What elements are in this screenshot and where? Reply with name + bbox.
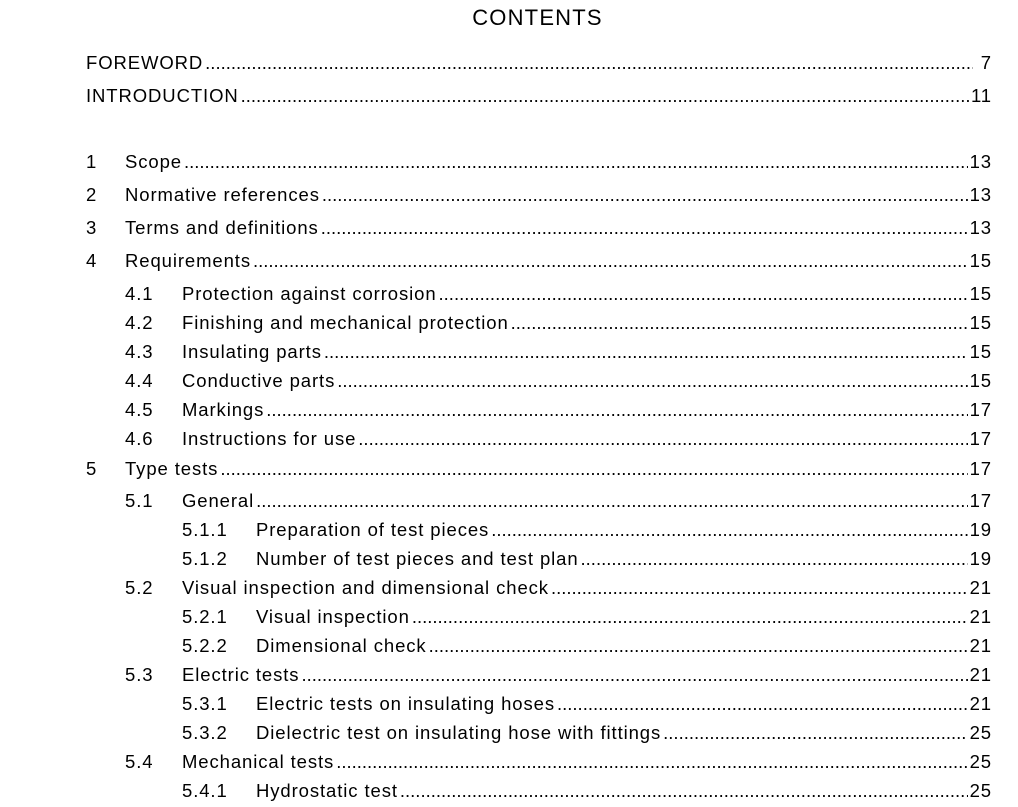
toc-entry-number: 5.2 [125,577,154,598]
toc-entry-title: General [182,490,255,511]
toc-entry-page-number: 21 [969,664,992,685]
toc-entry-number: 5.1.2 [182,548,228,569]
toc-entry-page-number: 15 [969,341,992,362]
toc-entry-number: 5.3.2 [182,722,228,743]
dot-leader [511,311,968,335]
toc-entry-title: Mechanical tests [182,751,335,772]
toc-entry-title: Finishing and mechanical protection [182,312,509,333]
toc-entry[interactable] [125,398,992,422]
toc-entry-page-number: 13 [969,184,992,205]
toc-entry-title: FOREWORD [86,52,204,73]
toc-entry-number: 5.2.1 [182,606,228,627]
page-title: CONTENTS [472,5,603,30]
toc-entry-page-number: 17 [969,458,992,479]
toc-entry[interactable] [86,183,992,207]
toc-entry-number: 5.3.1 [182,693,228,714]
toc-entry-page-number: 19 [969,519,992,540]
toc-entry[interactable] [182,634,992,658]
toc-entry-title: Preparation of test pieces [256,519,490,540]
toc-entry[interactable] [125,369,992,393]
toc-entry-page-number: 21 [969,635,992,656]
toc-entry-number: 5.1.1 [182,519,228,540]
toc-entry-number: 4.4 [125,370,154,391]
toc-entry-title: Insulating parts [182,341,322,362]
toc-entry-title: Requirements [125,250,251,271]
dot-leader [301,663,967,687]
toc-entry-number: 5.4 [125,751,154,772]
dot-leader [256,489,967,513]
toc-entry-number: 5 [86,458,98,479]
toc-entry[interactable] [125,340,992,364]
toc-entry-page-number: 11 [970,85,992,106]
dot-leader [220,457,967,481]
toc-entry-number: 5.4.1 [182,780,228,801]
toc-entry-number: 5.3 [125,664,154,685]
toc-entry-page-number: 21 [969,606,992,627]
toc-entry[interactable] [125,282,992,306]
toc-entry[interactable] [125,427,992,451]
toc-entry-page-number: 7 [974,52,992,73]
dot-leader [266,398,967,422]
toc-entry-number: 5.1 [125,490,154,511]
toc-entry-title: Normative references [125,184,320,205]
toc-entry-number: 3 [86,217,98,238]
toc-entry-title: Terms and definitions [125,217,319,238]
toc-entry-title: Visual inspection [256,606,410,627]
toc-entry-title: Hydrostatic test [256,780,398,801]
toc-entry[interactable] [182,692,992,716]
dot-leader [184,150,968,174]
toc-entry[interactable] [182,605,992,629]
toc-entry-number: 5.2.2 [182,635,228,656]
toc-entry-page-number: 15 [969,370,992,391]
dot-leader [253,249,968,273]
toc-entry-number: 4.1 [125,283,154,304]
toc-entry[interactable] [125,663,992,687]
dot-leader [205,51,973,75]
dot-leader [581,547,968,571]
toc-entry[interactable] [86,51,992,75]
toc-entry[interactable] [86,457,992,481]
toc-entry-title: Markings [182,399,265,420]
dot-leader [336,750,967,774]
dot-leader [337,369,967,393]
toc-entry-page-number: 13 [969,217,992,238]
dot-leader [491,518,967,542]
dot-leader [412,605,968,629]
toc-entry[interactable] [125,311,992,335]
toc-entry-page-number: 21 [969,693,992,714]
toc-entry[interactable] [182,721,992,745]
toc-entry-title: Type tests [125,458,219,479]
toc-entry[interactable] [182,547,992,571]
toc-entry-page-number: 19 [969,548,992,569]
toc-entry-page-number: 17 [969,428,992,449]
dot-leader [429,634,968,658]
toc-entry-title: Electric tests on insulating hoses [256,693,555,714]
toc-entry-title: Electric tests [182,664,300,685]
toc-entry[interactable] [125,489,992,513]
toc-entry[interactable] [125,750,992,774]
toc-entry-page-number: 17 [969,490,992,511]
toc-entry-title: Conductive parts [182,370,336,391]
toc-entry-number: 4.2 [125,312,154,333]
toc-entry[interactable] [86,216,992,240]
toc-entry-title: Dimensional check [256,635,427,656]
toc-entry-page-number: 15 [969,250,992,271]
toc-entry-number: 4.6 [125,428,154,449]
toc-entry-number: 4 [86,250,98,271]
toc-entry-number: 4.5 [125,399,154,420]
dot-leader [321,216,968,240]
toc-entry-number: 4.3 [125,341,154,362]
toc-entry[interactable] [86,84,992,108]
toc-entry-page-number: 15 [969,283,992,304]
dot-leader [663,721,967,745]
dot-leader [322,183,968,207]
toc-entry[interactable] [86,150,992,174]
toc-entry-page-number: 25 [969,780,992,801]
dot-leader [241,84,969,108]
toc-entry-page-number: 25 [969,751,992,772]
toc-entry[interactable] [125,576,992,600]
toc-entry-page-number: 21 [969,577,992,598]
dot-leader [551,576,968,600]
toc-entry-number: 2 [86,184,98,205]
toc-entry-page-number: 25 [969,722,992,743]
toc-entry[interactable] [182,779,992,803]
toc-entry[interactable] [86,249,992,273]
toc-entry-title: Dielectric test on insulating hose with fittings [256,722,662,743]
dot-leader [439,282,968,306]
toc-entry-title: Scope [125,151,182,172]
toc-entry[interactable] [182,518,992,542]
toc-entry-number: 1 [86,151,98,172]
dot-leader [358,427,967,451]
toc-entry-page-number: 17 [969,399,992,420]
toc-entry-title: Visual inspection and dimensional check [182,577,549,598]
toc-entry-title: INTRODUCTION [86,85,239,106]
toc-entry-page-number: 13 [969,151,992,172]
dot-leader [324,340,968,364]
dot-leader [400,779,968,803]
toc-entry-title: Instructions for use [182,428,357,449]
toc-entry-title: Protection against corrosion [182,283,437,304]
dot-leader [557,692,968,716]
toc-entry-page-number: 15 [969,312,992,333]
toc-entry-title: Number of test pieces and test plan [256,548,579,569]
